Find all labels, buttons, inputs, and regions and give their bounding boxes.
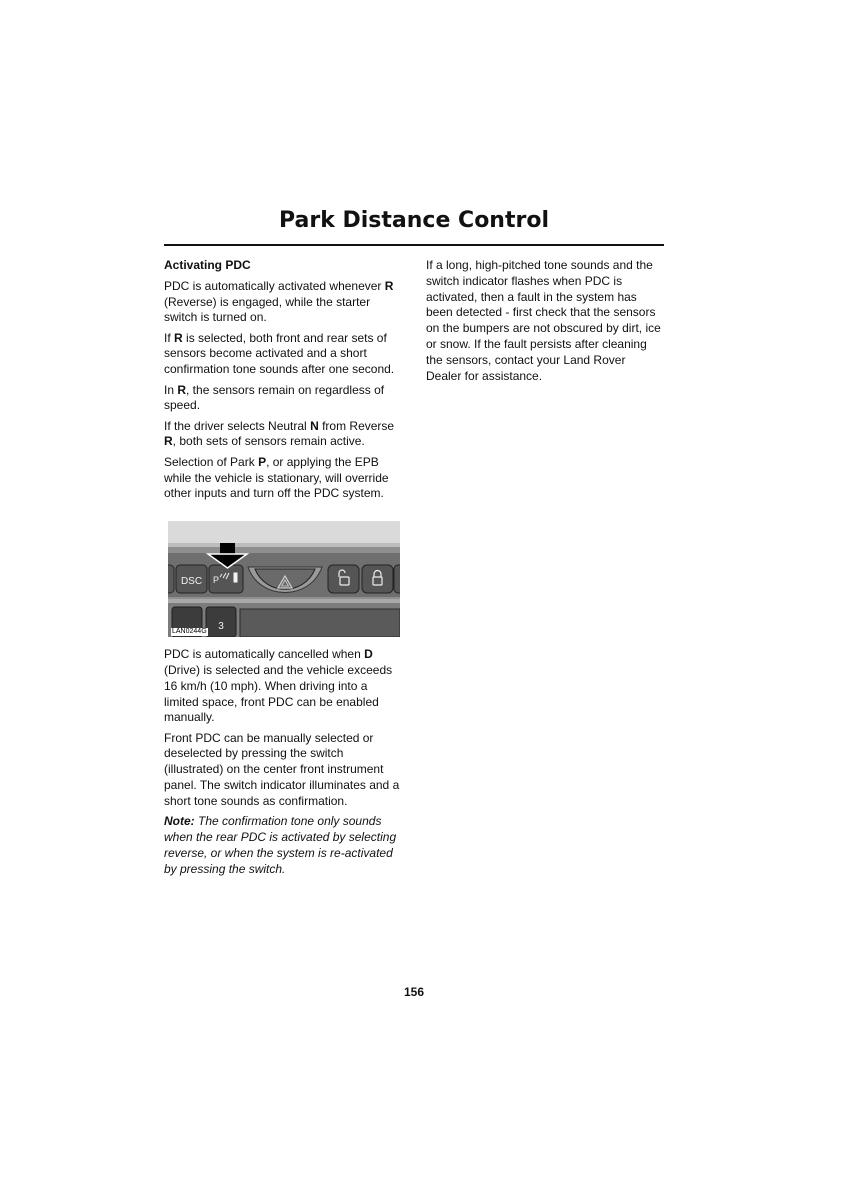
page-title: Park Distance Control	[278, 208, 549, 233]
gear-letter: D	[364, 647, 373, 662]
note-label: Note:	[164, 814, 195, 829]
text-run: Selection of Park	[164, 454, 259, 469]
gear-letter: R	[384, 278, 394, 293]
paragraph-speed	[164, 383, 402, 415]
note-text: The confirmation tone only sounds when the rear PDC is activated by selecting reverse, or when the system is re-activated by pressing the switch.	[164, 814, 397, 876]
title-rule	[164, 244, 664, 246]
gear-letter: R	[174, 330, 183, 345]
text-run: is selected, both front and rear sets of sensors become activated and a short confirmation tone sounds after one second.	[164, 330, 395, 377]
paragraph-park	[164, 455, 402, 502]
gear-letter: R	[164, 434, 173, 449]
dsc-label: DSC	[180, 576, 203, 588]
text-run: PDC is automatically cancelled when	[164, 647, 365, 662]
text-run: , or applying the EPB while the vehicle is stationary, will override other inputs and turn off the PDC system.	[164, 454, 389, 501]
instrument-panel-drawing	[168, 521, 400, 637]
paragraph-fault: If a long, high-pitched tone sounds and the switch indicator flashes when PDC is activated, then a fault in the system has been detected - first check that the sensors on the bumpers are not obscured by dirt, ice or snow. If the fault persists after cleaning the sensors, contact your Land Rover Dealer for assistance.	[426, 258, 661, 383]
gear-letter: R	[177, 382, 187, 397]
paragraph-activation	[164, 279, 402, 326]
paragraph-cancel	[164, 647, 402, 726]
pdc-switch-illustration	[168, 521, 400, 637]
text-run: from Reverse	[318, 418, 395, 433]
text-run: In	[164, 382, 178, 397]
gear-letter: N	[310, 418, 319, 433]
text-run: If	[164, 330, 175, 345]
text-run: PDC is automatically activated whenever	[164, 278, 385, 293]
number-key-label: 3	[218, 621, 224, 633]
figure-code: LAN0244G	[172, 628, 207, 636]
gear-letter: P	[258, 454, 267, 469]
right-column	[426, 258, 664, 389]
text-run: If the driver selects Neutral	[164, 418, 311, 433]
paragraph-reverse	[164, 331, 402, 378]
pdc-label: P	[213, 575, 220, 586]
note-paragraph	[164, 814, 402, 877]
text-run: (Drive) is selected and the vehicle exceeds 16 km/h (10 mph). When driving into a limited space, front PDC can be enabled manually.	[164, 662, 393, 725]
text-run: , the sensors remain on regardless of speed.	[164, 382, 385, 413]
paragraph-neutral	[164, 419, 402, 451]
section-heading: Activating PDC	[164, 258, 251, 272]
left-column	[164, 258, 402, 882]
text-run: (Reverse) is engaged, while the starter switch is turned on.	[164, 294, 371, 325]
text-run: , both sets of sensors remain active.	[172, 434, 365, 449]
paragraph-manual: Front PDC can be manually selected or deselected by pressing the switch (illustrated) on the center front instrument panel. The switch indicator illuminates and a short tone sounds as confirmation.	[164, 730, 400, 808]
page-number: 156	[403, 985, 425, 999]
